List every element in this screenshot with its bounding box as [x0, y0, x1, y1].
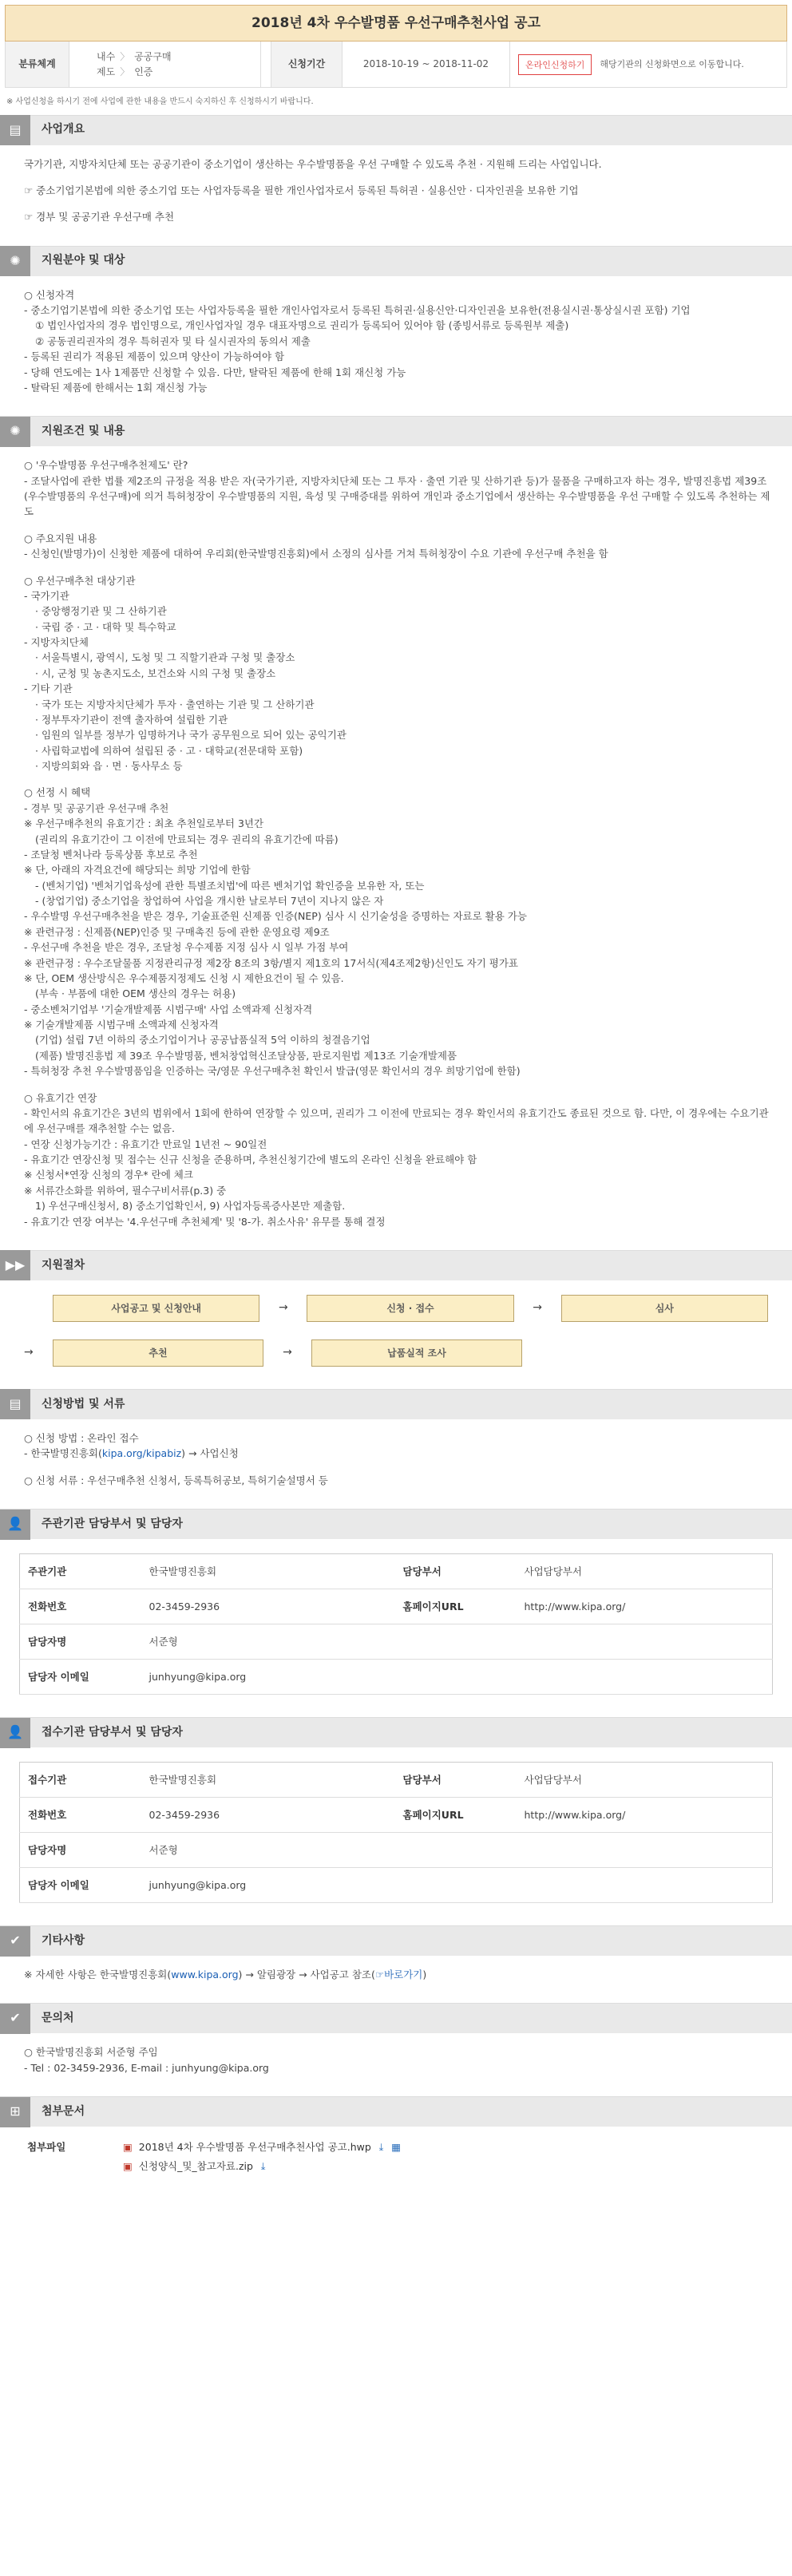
attachment-filename[interactable]: 신청양식_및_참고자료.zip: [138, 2159, 253, 2172]
eligibility-line: - 당해 연도에는 1사 1제품만 신청할 수 있음. 다만, 탈락된 제품에 한해 1회 재신청 가능: [24, 366, 406, 378]
conditions-line: (기업) 설립 7년 이하의 중소기업이거나 공공납품실적 5억 이하의 청결음기업: [35, 1034, 370, 1047]
attachments-label: 첨부파일: [27, 2141, 66, 2154]
section-host-header: [0, 1509, 792, 1539]
section-etc-header: [0, 1925, 792, 1956]
attachment-filename[interactable]: 2018년 4차 우수발명품 우선구매추천사업 공고.hwp: [138, 2141, 371, 2154]
section-title: 지원분야 및 대상: [42, 254, 125, 267]
conditions-line: ※ 관련규정 : 신제품(NEP)인증 및 구매촉진 등에 관한 운영요령 제9조: [24, 925, 330, 938]
conditions-line: ※ 단, 아래의 자격요건에 해당되는 희망 기업에 한함: [24, 864, 251, 876]
process-flow: [0, 1280, 792, 1383]
section-title: 기타사항: [42, 1933, 85, 1947]
method-line: ○ 신청 서류 : 우선구매추천 신청서, 등록특허공보, 특허기술설명서 등: [24, 1474, 328, 1486]
table-row: 주관기관 한국발명진흥회 담당부서 사업담당부서: [20, 1554, 773, 1589]
conditions-line: · 시, 군청 및 농촌지도소, 보건소와 시의 구청 및 출장소: [35, 667, 276, 679]
arrow-right-icon: →: [24, 1346, 34, 1359]
table-row: 담당자 이메일 junhyung@kipa.org: [20, 1868, 773, 1903]
section-eligibility-body: [0, 276, 792, 410]
attachment-item: [123, 2159, 401, 2174]
apply-note: 해당기관의 신청화면으로 이동합니다.: [600, 58, 744, 69]
section-etc-body: [0, 1956, 792, 1996]
conditions-line: (제품) 발명진흥법 제 39조 우수발명품, 벤처창업혁신조달상품, 판로지원법 제13조 기술개발제품: [35, 1049, 457, 1062]
category-2b: 인증: [134, 65, 153, 77]
section-overview-header: [0, 115, 792, 145]
document-icon: ▤: [0, 115, 30, 145]
section-title: 신청방법 및 서류: [42, 1397, 125, 1411]
conditions-line: ○ 우선구매추천 대상기관: [24, 574, 136, 587]
section-conditions-body: [0, 446, 792, 1244]
receipt-table: [19, 1762, 773, 1903]
receipt-table-wrap: [0, 1747, 792, 1919]
eligibility-line: - 탈락된 제품에 한해서는 1회 재신청 가능: [24, 381, 208, 394]
contact-line: ○ 한국발명진흥회 서준형 주임: [24, 2046, 158, 2059]
section-title: 지원조건 및 내용: [42, 424, 125, 437]
conditions-line: ※ 기술개발제품 시범구매 소액과제 신청자격: [24, 1019, 219, 1031]
conditions-line: · 사립학교법에 의하여 설립된 중 · 고 · 대학교(전문대학 포함): [35, 744, 303, 757]
conditions-line: - 우수발명 우선구매추천을 받은 경우, 기술표준원 신제품 인증(NEP) 심사 시 신기술성을 증명하는 자료로 활용 가능: [24, 910, 527, 923]
conditions-line: ※ 관련규정 : 우수조달물품 지정관리규정 제2장 8조의 3항/별지 제1호의 17서식(제4조제2항)신인도 자기 평가표: [24, 956, 518, 969]
download-icon[interactable]: ⤓: [378, 2141, 384, 2154]
person-icon: 👤: [0, 1718, 30, 1748]
conditions-line: · 국가 또는 지방자치단체가 투자 · 출연하는 기관 및 그 산하기관: [35, 698, 315, 710]
table-row: 접수기관 한국발명진흥회 담당부서 사업담당부서: [20, 1763, 773, 1798]
section-overview-body: [0, 145, 792, 239]
conditions-line: - 유효기간 연장신청 및 접수는 신규 신청을 준용하며, 추천신청기간에 별도의 온라인 신청을 완료해야 함: [24, 1153, 477, 1165]
contact-line: - Tel : 02-3459-2936, E-mail : junhyung@kipa.org: [24, 2061, 269, 2074]
conditions-line: (권리의 유효기간이 그 이전에 만료되는 경우 권리의 유효기간에 따름): [35, 833, 339, 845]
conditions-line: - 지방자치단체: [24, 636, 89, 648]
conditions-line: · 임원의 일부를 정부가 임명하거나 국가 공무원으로 되어 있는 공익기관: [35, 729, 346, 742]
category-label: 분류체계: [6, 42, 69, 87]
notice: ※ 사업신청을 하시기 전에 사업에 관한 내용을 반드시 숙지하신 후 신청하시기 바랍니다.: [6, 97, 314, 106]
section-receipt-header: [0, 1717, 792, 1747]
category-1a: 내수: [97, 50, 116, 62]
chevron-right-icon: 〉: [120, 65, 130, 77]
period-label: 신청기간: [271, 42, 343, 87]
shortcut-link[interactable]: ☞바로가기: [374, 1969, 423, 1980]
check-icon: ✔: [0, 2004, 30, 2034]
document-icon: ▤: [0, 1389, 30, 1419]
section-conditions-header: [0, 416, 792, 446]
period-value: 2018-10-19 ~ 2018-11-02: [343, 42, 510, 87]
homepage-link[interactable]: http://www.kipa.org/: [517, 1798, 773, 1833]
conditions-line: - 신청인(발명가)이 신청한 제품에 대하여 우리회(한국발명진흥회)에서 소정의 심사를 거쳐 특허청장이 수요 기관에 우선구매 추천을 함: [24, 548, 608, 560]
section-method-body: [0, 1419, 792, 1502]
table-row: 담당자명 서준형: [20, 1833, 773, 1868]
conditions-line: - 조달사업에 관한 법률 제2조의 규정을 적용 받은 자(국가기관, 지방자치단체 또는 그 투자 · 출연 기관 및 산하기관 등)가 물품을 구매하고자 하는 경우, 발명진흥법 제39조(우수발명품의 우선구매)에 의거 특허청장이 우수발명품의 지원, 육성 및 구매증대를 위하여 개인과 중소기업에서 생산하는 우수발명품을 우선 구매할 수 있도록 추천하는 제도: [24, 474, 770, 518]
conditions-line: - 특허청장 추천 우수발명품임을 인증하는 국/영문 우선구매추천 확인서 발급(영문 확인서의 경우 희망기업에 한함): [24, 1065, 521, 1078]
apply-area: [510, 42, 744, 87]
download-icon[interactable]: ⤓: [260, 2159, 266, 2172]
arrow-right-icon: →: [278, 1301, 288, 1315]
attachment-item: [123, 2139, 401, 2155]
check-icon: ✔: [0, 1926, 30, 1957]
conditions-line: - 확인서의 유효기간은 3년의 범위에서 1회에 한하여 연장할 수 있으며, 권리가 그 이전에 만료되는 경우 확인서의 유효기간도 종료된 것으로 함. 다만, 이 경우에는 수요기관에 우선구매를 재추천할 수는 없음.: [24, 1106, 769, 1135]
category-1b: 공공구매: [134, 50, 172, 62]
eligibility-line: - 중소기업기본법에 의한 중소기업 또는 사업자등록을 필한 개인사업자로서 등록된 특허권·실용신안·디자인권을 보유한(전용실시권·통상실시권 포함) 기업: [24, 304, 691, 316]
kipa-link[interactable]: www.kipa.org: [171, 1969, 239, 1980]
person-icon: 👤: [0, 1510, 30, 1540]
conditions-line: · 지방의회와 읍 · 면 · 동사무소 등: [35, 760, 183, 772]
table-row: 담당자명 서준형: [20, 1624, 773, 1660]
conditions-line: (부속 · 부품에 대한 OEM 생산의 경우는 허용): [35, 987, 236, 1000]
section-eligibility-header: [0, 246, 792, 276]
conditions-line: - 연장 신청가능기간 : 유효기간 만료일 1년전 ~ 90일전: [24, 1138, 267, 1150]
process-step: 사업공고 및 신청안내: [53, 1295, 259, 1322]
category-2a: 제도: [97, 65, 116, 77]
attachment-list: [123, 2139, 401, 2177]
section-title: 문의처: [42, 2012, 74, 2025]
conditions-line: - 조달청 벤처나라 등록상품 후보로 추천: [24, 848, 198, 861]
conditions-line: · 중앙행정기관 및 그 산하기관: [35, 605, 167, 618]
conditions-line: - 유효기간 연장 여부는 '4.우선구매 추천체계' 및 '8-가. 취소사유' 유무를 통해 결정: [24, 1215, 386, 1228]
section-title: 사업개요: [42, 123, 85, 137]
conditions-line: ○ '우수발명품 우선구매추천제도' 란?: [24, 459, 188, 472]
category-values: [69, 42, 261, 87]
etc-line: ※ 자세한 사항은 한국발명진흥회(www.kipa.org) → 알림광장 → 사업공고 참조(☞바로가기): [24, 1969, 427, 1980]
section-contact-body: [0, 2033, 792, 2090]
conditions-line: - 중소벤처기업부 '기술개발제품 시범구매' 사업 소액과제 신청자격: [24, 1003, 313, 1015]
method-line: ○ 신청 방법 : 온라인 접수: [24, 1431, 139, 1444]
method-line: - 한국발명진흥회(kipa.org/kipabiz) → 사업신청: [24, 1447, 239, 1460]
conditions-line: - 우선구매 추천을 받은 경우, 조달청 우수제품 지정 심사 시 일부 가점 부여: [24, 941, 349, 954]
section-title: 접수기관 담당부서 및 담당자: [42, 1725, 183, 1739]
homepage-link[interactable]: http://www.kipa.org/: [517, 1589, 773, 1624]
page: [0, 5, 792, 2206]
conditions-line: - (벤처기업) '벤처기업육성에 관한 특별조치법'에 따른 벤처기업 확인증을 보유한 자, 또는: [35, 879, 425, 892]
overview-line: ☞ 중소기업기본법에 의한 중소기업 또는 사업자등록을 필한 개인사업자로서 등록된 특허권 · 실용신안 · 디자인권을 보유한 기업: [24, 184, 579, 196]
conditions-line: ○ 선정 시 혜택: [24, 786, 91, 799]
section-attachments-header: [0, 2096, 792, 2127]
online-apply-button[interactable]: 온라인신청하기: [518, 54, 592, 75]
conditions-line: - 경부 및 공공기관 우선구매 추천: [24, 801, 169, 814]
arrow-right-icon: →: [283, 1346, 292, 1359]
section-method-header: [0, 1389, 792, 1419]
host-table: [19, 1553, 773, 1695]
eligibility-line: - 등록된 권리가 적용된 제품이 있으며 양산이 가능하여야 함: [24, 350, 285, 363]
attachments: [0, 2127, 792, 2190]
section-process-header: [0, 1250, 792, 1280]
title-bar: [5, 5, 787, 42]
page-title: 2018년 4차 우수발명품 우선구매추천사업 공고: [251, 14, 541, 31]
overview-line: 국가기관, 지방자치단체 또는 공공기관이 중소기업이 생산하는 우수발명품을 우선 구매할 수 있도록 추천 · 지원해 드리는 사업입니다.: [24, 157, 602, 170]
preview-icon[interactable]: ▦: [391, 2141, 402, 2154]
eligibility-line: ② 공동권리권자의 경우 특허권자 및 타 실시권자의 동의서 제출: [35, 334, 311, 347]
zip-file-icon: ▣: [123, 2159, 133, 2172]
chevron-right-icon: 〉: [120, 50, 130, 62]
section-contact-header: [0, 2003, 792, 2033]
loading-icon: ✺: [0, 246, 30, 276]
hwp-file-icon: ▣: [123, 2141, 133, 2154]
conditions-line: ○ 주요지원 내용: [24, 532, 97, 544]
arrow-right-icon: →: [533, 1301, 543, 1315]
eligibility-line: ① 법인사업자의 경우 법인명으로, 개인사업자일 경우 대표자명으로 권리가 등록되어 있어야 함 (종빙서류로 등록원부 제출): [35, 319, 569, 332]
fast-forward-icon: ▶▶: [0, 1250, 30, 1280]
conditions-line: - 기타 기관: [24, 683, 73, 695]
process-step: 납품실적 조사: [311, 1339, 522, 1367]
overview-line: ☞ 경부 및 공공기관 우선구매 추천: [24, 211, 175, 224]
process-step: 추천: [53, 1339, 263, 1367]
process-step: 신청 · 접수: [307, 1295, 513, 1322]
conditions-line: · 서울특별시, 광역시, 도청 및 그 직할기관과 구청 및 출장소: [35, 651, 295, 664]
process-step: 심사: [561, 1295, 768, 1322]
section-title: 첨부문서: [42, 2104, 85, 2118]
section-title: 지원절차: [42, 1258, 85, 1272]
table-row: 전화번호 02-3459-2936 홈페이지URL http://www.kipa.org/: [20, 1589, 773, 1624]
conditions-line: ※ 서류간소화를 위하여, 필수구비서류(p.3) 중: [24, 1184, 227, 1197]
info-row: [5, 42, 787, 88]
conditions-line: - 국가기관: [24, 589, 69, 602]
table-row: 담당자 이메일 junhyung@kipa.org: [20, 1660, 773, 1695]
conditions-line: ※ 신청서*연장 신청의 경우* 란에 체크: [24, 1169, 193, 1181]
eligibility-line: ○ 신청자격: [24, 288, 75, 301]
conditions-line: - (창업기업) 중소기업을 창업하여 사업을 개시한 날로부터 7년이 지나지 않은 자: [35, 895, 384, 907]
host-table-wrap: [0, 1539, 792, 1711]
conditions-line: ※ 우선구매추천의 유효기간 : 최초 추천일로부터 3년간: [24, 817, 264, 830]
conditions-line: ※ 단, OEM 생산방식은 우수제품지정제도 신청 시 제한요건이 될 수 있음.: [24, 971, 344, 984]
conditions-line: · 국립 중 · 고 · 대학 및 특수학교: [35, 620, 176, 633]
conditions-line: · 정부투자기관이 전액 출자하여 설립한 기관: [35, 713, 228, 726]
plus-box-icon: ⊞: [0, 2097, 30, 2127]
loading-icon: ✺: [0, 417, 30, 447]
conditions-line: 1) 우선구매신청서, 8) 중소기업확인서, 9) 사업자등록증사본만 제출함.: [35, 1200, 346, 1213]
conditions-line: ○ 유효기간 연장: [24, 1091, 97, 1104]
section-title: 주관기관 담당부서 및 담당자: [42, 1517, 183, 1530]
kipabiz-link[interactable]: kipa.org/kipabiz: [101, 1447, 182, 1460]
table-row: 전화번호 02-3459-2936 홈페이지URL http://www.kipa.org/: [20, 1798, 773, 1833]
